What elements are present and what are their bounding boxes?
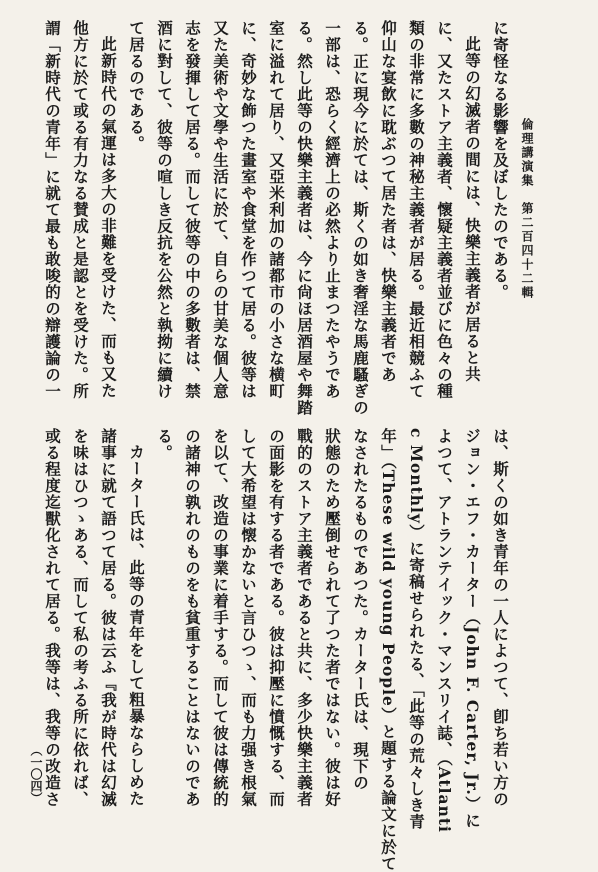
text-line: 志を發揮して居る。而して彼等の中の多數者は、禁 bbox=[183, 20, 202, 400]
text-line: る。然し此等の快樂主義者は、今に尙ほ居酒屋や舞踏 bbox=[295, 20, 314, 416]
text-line: の面影を有する者である。彼は抑壓に憤慨する、而 bbox=[267, 428, 286, 808]
text-line: は、斯くの如き青年の一人によつて、卽ち若い方の bbox=[491, 428, 510, 808]
text-line: 諸事に就て語つて居る。彼は云ふ『我が時代は幻滅 bbox=[99, 428, 118, 808]
text-line: 年」（These wild young People）と題する論文に於て bbox=[379, 428, 398, 872]
text-line: 此新時代の氣運は多大の非難を受けた、而も又た bbox=[99, 35, 118, 399]
text-line: 一部は、恐らく經濟上の必然より止まつたやうであ bbox=[323, 20, 342, 400]
running-header bbox=[519, 118, 536, 300]
text-line: 或る程度迄獸化されて居る。我等は、我等の改造さ bbox=[43, 428, 62, 808]
text-line: なされたるものであつた。カーター氏は、現下の bbox=[351, 428, 370, 791]
text-line: て居るのである。 bbox=[127, 20, 146, 152]
text-line: 室に溢れて居り、又亞米利加の諸都市の小さな横町 bbox=[267, 20, 286, 400]
text-line: して大希望は懐かないと言ひつゝ、而も力强き根氣 bbox=[239, 428, 258, 808]
upper-text-block bbox=[38, 20, 514, 416]
text-line: 類の非常に多數の神秘主義者が居る。最近相競ふて bbox=[407, 20, 426, 400]
lower-text-block bbox=[38, 428, 514, 872]
text-line: る。 bbox=[155, 428, 174, 461]
text-line: 又た美術や文學や生活に於て、自らの甘美な個人意 bbox=[211, 20, 230, 400]
issue-number: 第二百四十二輯 bbox=[520, 202, 534, 300]
text-line: 酒に對して、彼等の喧しき反抗を公然と執拗に續け bbox=[155, 20, 174, 400]
text-line: に寄怪なる影響を及ぼしたのである。 bbox=[491, 20, 510, 301]
text-line: の諸神の孰れのものをも貧重することはないのであ bbox=[183, 428, 202, 808]
text-line: を味はひつゝある、而して私の考ふる所に依れば、 bbox=[71, 428, 90, 808]
text-line: 戰的のストア主義者であると共に、多少快樂主義者 bbox=[295, 428, 314, 808]
text-line: に、奇妙な飾つた畫室や食堂を作つて居る。彼等は bbox=[239, 20, 258, 400]
page-number: （一〇四） bbox=[29, 744, 43, 804]
text-line: を以て、改造の事業に着手する。而して彼は傳統的 bbox=[211, 428, 230, 808]
series-title: 倫理講演集 bbox=[520, 118, 534, 188]
text-line: c Monthly）に寄稿せられたる、「此等の荒々しき青 bbox=[407, 428, 426, 830]
text-line: 他方に於て或る有力なる賛成と是認とを受けた。所 bbox=[71, 20, 90, 400]
text-line: 謂「新時代の青年」に就て最も敢唆的の辯護論の一 bbox=[43, 20, 62, 400]
text-line: ジョン・エフ・カーター（John F. Carter, Jr.）に bbox=[463, 428, 482, 829]
text-line: に、又たストア主義者、懷疑主義者並びに色々の種 bbox=[435, 20, 454, 400]
text-line: 狀態のため壓倒せられて了つた者ではない。彼は好 bbox=[323, 428, 342, 808]
text-line: よつて、アトランテイック・マンスリイ誌、（Atlanti bbox=[435, 428, 454, 833]
text-line: る。正に現今に於ては、斯くの如き奢淫な馬鹿騷ぎの bbox=[351, 20, 370, 416]
text-line: 仰山な宴飲に耽ぶつて居た者は、快樂主義者であ bbox=[379, 20, 398, 383]
text-line: カーター氏は、此等の青年をして粗暴ならしめた bbox=[127, 443, 146, 807]
text-line: 此等の幻滅者の間には、快樂主義者が居ると共 bbox=[463, 35, 482, 382]
